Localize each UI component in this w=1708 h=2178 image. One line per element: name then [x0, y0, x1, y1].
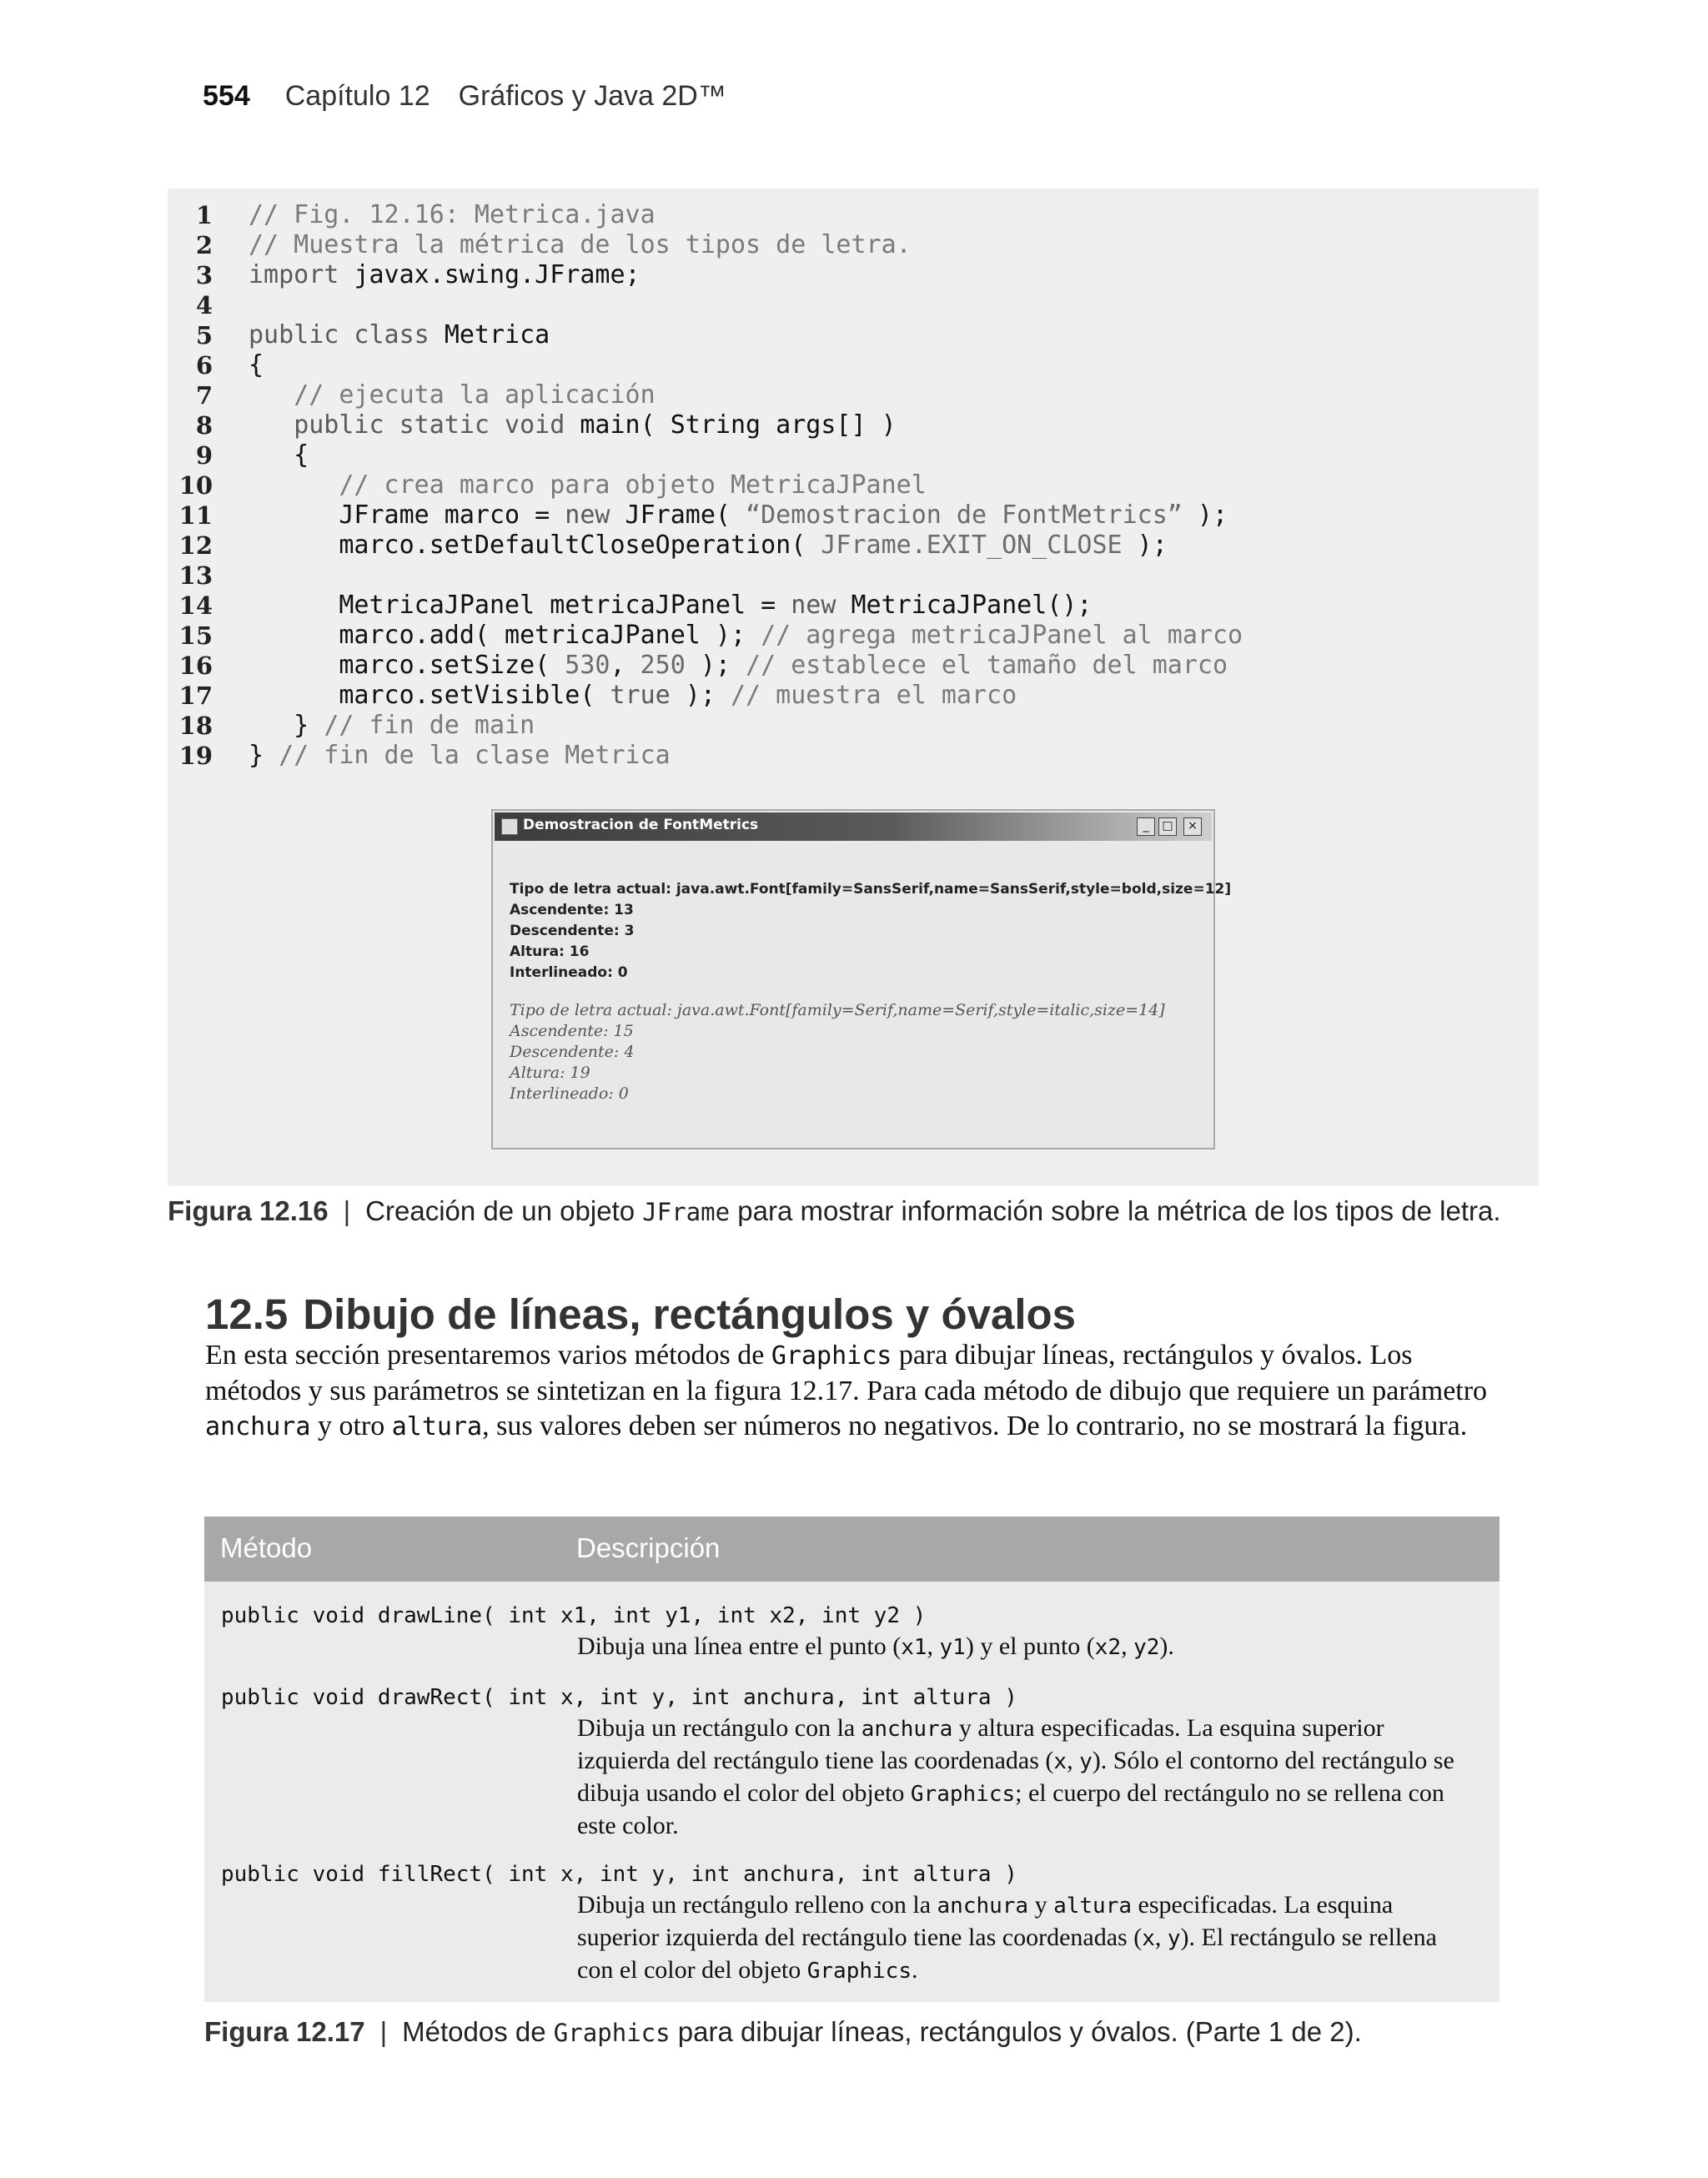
column-header-method: Método [220, 1532, 313, 1563]
code-keyword: public class [249, 320, 445, 350]
code-text: MetricaJPanel(); [851, 591, 1093, 620]
code-line [168, 470, 1539, 500]
text-run: , sus valores deben ser números no negativos. De lo contrario, no se mostrará la figura. [482, 1411, 1468, 1441]
inline-code: anchura [937, 1894, 1029, 1919]
code-keyword: public static void [294, 410, 580, 440]
inline-code: y [1079, 1749, 1093, 1774]
line-number: 9 [195, 441, 213, 470]
caption-code: Graphics [553, 2019, 671, 2047]
code-line [168, 410, 1539, 440]
code-text [249, 410, 294, 440]
code-text: ); [1182, 500, 1228, 530]
text-run: , [927, 1632, 940, 1660]
code-line [168, 260, 1539, 290]
code-comment: // fin de la clase Metrica [279, 741, 671, 770]
text-run: En esta sección presentaremos varios métodos de [205, 1340, 771, 1371]
method-signature: public void fillRect( int x, int y, int anchura, int altura ) [221, 1862, 1017, 1887]
line-number: 15 [178, 621, 213, 650]
code-content [249, 260, 640, 290]
line-number: 18 [178, 712, 213, 740]
code-text: MetricaJPanel metricaJPanel = [249, 591, 791, 620]
code-number: 530 [565, 651, 610, 680]
code-line [168, 380, 1539, 410]
code-content [249, 741, 671, 771]
chapter-label: Capítulo 12 [284, 80, 430, 112]
page-number: 554 [203, 80, 250, 112]
code-content [249, 591, 1092, 621]
italic-font-metrics [510, 1000, 1202, 1104]
method-signature: public void drawRect( int x, int y, int anchura, int altura ) [221, 1685, 1017, 1710]
code-content [249, 681, 1017, 711]
metrics-line: Altura: 19 [510, 1064, 590, 1082]
text-run: y altura especificadas. La esquina superior izquierda del rectángulo tiene las coordenadas ( [577, 1714, 1384, 1774]
metrics-line: Descendente: 3 [510, 923, 635, 939]
window-content [510, 879, 1232, 1104]
method-signature: public void drawLine( int x1, int y1, int x2, int y2 ) [221, 1603, 927, 1628]
maximize-icon[interactable]: □ [1158, 817, 1177, 836]
code-text: } [249, 741, 279, 770]
section-paragraph [205, 1338, 1506, 1445]
metrics-line: Interlineado: 0 [510, 964, 628, 981]
inline-code: y [1167, 1926, 1181, 1951]
code-literal: JFrame.EXIT_ON_CLOSE [821, 531, 1123, 560]
caption-code: JFrame [642, 1198, 731, 1226]
caption-separator: | [343, 1195, 351, 1226]
minimize-icon[interactable]: _ [1137, 817, 1155, 836]
code-content [249, 440, 309, 470]
line-number: 19 [178, 742, 213, 770]
text-run: Dibuja una línea entre el punto ( [577, 1632, 902, 1660]
code-text: ); [1122, 531, 1168, 560]
inline-code: y1 [939, 1635, 966, 1660]
code-text [249, 380, 294, 410]
code-keyword: new [791, 591, 851, 620]
method-description [577, 1889, 1469, 1987]
bold-font-metrics [510, 879, 1232, 983]
text-run: ; el cuerpo del rectángulo no se rellena con este color. [577, 1779, 1444, 1839]
method-description [577, 1713, 1469, 1842]
metrics-line: Ascendente: 15 [510, 1022, 634, 1040]
code-line [168, 681, 1539, 711]
code-content [249, 230, 912, 260]
close-icon[interactable]: × [1183, 817, 1202, 836]
code-text: , [610, 651, 640, 680]
section-title: Dibujo de líneas, rectángulos y óvalos [303, 1290, 1077, 1338]
text-run: . [911, 1956, 918, 1984]
code-literal: “Demostracion de FontMetrics” [746, 500, 1183, 530]
code-keyword: new [565, 500, 625, 530]
code-text: marco.setSize( [249, 651, 565, 680]
code-line [168, 621, 1539, 651]
code-keyword: true [610, 681, 671, 710]
text-run: Dibuja un rectángulo relleno con la [577, 1891, 937, 1919]
caption-text-pre: Métodos de [402, 2016, 554, 2047]
line-number: 2 [195, 231, 213, 259]
code-content [249, 470, 927, 500]
code-comment: // Fig. 12.16: Metrica.java [249, 200, 656, 229]
text-run: ). [1159, 1632, 1174, 1660]
code-line [168, 320, 1539, 350]
inline-code: x1 [901, 1635, 927, 1660]
figure-label: Figura 12.16 [168, 1195, 329, 1226]
code-line [168, 290, 1539, 320]
chapter-title: Gráficos y Java 2D™ [458, 80, 726, 112]
text-run: , [1121, 1632, 1134, 1660]
method-description [577, 1631, 1469, 1663]
running-header [203, 80, 726, 122]
code-line [168, 230, 1539, 260]
code-text: marco.setVisible( [249, 681, 610, 710]
code-line [168, 200, 1539, 230]
line-number: 10 [178, 471, 213, 500]
inline-code: Graphics [910, 1782, 1016, 1807]
inline-code: x2 [1094, 1635, 1122, 1660]
code-line [168, 531, 1539, 561]
code-line [168, 591, 1539, 621]
text-run: ). Sólo el contorno del rectángulo se dibuja usando el color del objeto [577, 1747, 1454, 1807]
code-comment: // ejecuta la aplicación [294, 380, 656, 410]
code-listing [168, 189, 1539, 1186]
line-number: 8 [195, 411, 213, 440]
line-number: 12 [178, 531, 213, 560]
code-line [168, 711, 1539, 741]
inline-code: Graphics [806, 1959, 912, 1984]
text-run: ) y el punto ( [965, 1632, 1095, 1660]
code-comment: // Muestra la métrica de los tipos de letra. [249, 230, 912, 259]
code-comment: // agrega metricaJPanel al marco [761, 621, 1243, 650]
code-number: 250 [640, 651, 686, 680]
figure-label: Figura 12.17 [204, 2016, 365, 2047]
window-title: Demostracion de FontMetrics [523, 817, 759, 833]
inline-code: anchura [205, 1412, 311, 1441]
line-number: 17 [178, 682, 213, 710]
caption-text-post: para mostrar información sobre la métrica de los tipos de letra. [730, 1195, 1501, 1226]
text-run: especificadas. La esquina superior izquierda del rectángulo tiene las coordenadas ( [577, 1891, 1394, 1951]
metrics-line: Tipo de letra actual: java.awt.Font[family=SansSerif,name=SansSerif,style=bold,size=12] [510, 881, 1232, 898]
line-number: 5 [195, 321, 213, 350]
line-number: 1 [195, 201, 213, 229]
line-number: 6 [195, 351, 213, 380]
metrics-line: Altura: 16 [510, 943, 590, 960]
code-text: marco.add( metricaJPanel ); [249, 621, 761, 650]
metrics-line: Tipo de letra actual: java.awt.Font[family=Serif,name=Serif,style=italic,size=14] [510, 1001, 1165, 1019]
figure-caption-12-17 [204, 2014, 1362, 2050]
code-comment: // muestra el marco [730, 681, 1017, 710]
inline-code: anchura [861, 1717, 953, 1742]
code-content [249, 350, 264, 380]
text-run: y [1028, 1891, 1054, 1919]
code-text: { [249, 440, 309, 470]
line-number: 11 [178, 501, 213, 530]
code-comment: // establece el tamaño del marco [746, 651, 1228, 680]
code-text: Metrica [444, 320, 550, 350]
code-content [249, 500, 1228, 531]
caption-text-pre: Creación de un objeto [365, 1195, 643, 1226]
code-content [249, 711, 535, 741]
code-line [168, 500, 1539, 531]
code-line [168, 350, 1539, 380]
code-content [249, 200, 656, 230]
text-run: para dibujar líneas, rectángulos y óvalos. Los métodos y sus parámetros se sintetizan en la figura 12.17. Para cada método de dibujo que requiere un parámetro [205, 1340, 1488, 1406]
text-run: , [1067, 1747, 1080, 1774]
column-header-description: Descripción [576, 1532, 721, 1563]
inline-code: x [1142, 1926, 1155, 1951]
code-text: main( String args[] ) [580, 410, 897, 440]
code-comment: // fin de main [324, 711, 535, 740]
line-number: 3 [195, 261, 213, 289]
caption-separator: | [379, 2016, 388, 2047]
metrics-line: Interlineado: 0 [510, 1084, 629, 1103]
code-text [249, 470, 339, 500]
code-line [168, 561, 1539, 591]
caption-text-post: para dibujar líneas, rectángulos y óvalos. (Parte 1 de 2). [670, 2016, 1362, 2047]
code-text: JFrame marco = [249, 500, 565, 530]
text-run: , [1154, 1924, 1168, 1951]
inline-code: altura [391, 1412, 483, 1441]
code-line [168, 741, 1539, 771]
code-text: } [249, 711, 324, 740]
program-window-screenshot [491, 809, 1232, 1149]
text-run: y otro [310, 1411, 392, 1441]
line-number: 4 [195, 291, 213, 319]
inline-code: altura [1053, 1894, 1133, 1919]
section-heading [205, 1290, 1076, 1340]
metrics-line: Ascendente: 13 [510, 902, 634, 918]
text-run: Dibuja un rectángulo con la [577, 1714, 862, 1742]
line-number: 14 [178, 591, 213, 620]
line-number: 16 [178, 651, 213, 680]
code-content [249, 621, 1243, 651]
code-line [168, 651, 1539, 681]
window-title-bar [495, 812, 1212, 841]
inline-code: Graphics [771, 1341, 892, 1371]
java-app-icon [501, 818, 518, 835]
text-run: ). El rectángulo se rellena con el color del objeto [577, 1924, 1437, 1984]
figure-caption-12-16 [168, 1193, 1501, 1230]
code-comment: // crea marco para objeto MetricaJPanel [339, 470, 927, 500]
line-number: 13 [178, 561, 213, 590]
line-number: 7 [195, 381, 213, 410]
code-content [249, 651, 1228, 681]
inline-code: x [1053, 1749, 1068, 1774]
inline-code: y2 [1133, 1635, 1160, 1660]
code-text: { [249, 350, 264, 380]
code-content [249, 380, 656, 410]
section-number: 12.5 [205, 1290, 289, 1338]
code-text: ); [685, 651, 746, 680]
code-keyword: import [249, 260, 354, 289]
methods-table [204, 1517, 1500, 2002]
table-header [204, 1517, 1500, 1582]
code-content [249, 320, 550, 350]
code-content [249, 410, 897, 440]
code-content [249, 531, 1168, 561]
code-text: marco.setDefaultCloseOperation( [249, 531, 821, 560]
code-text: javax.swing.JFrame; [354, 260, 640, 289]
code-line [168, 440, 1539, 470]
code-text: JFrame( [625, 500, 746, 530]
metrics-line: Descendente: 4 [510, 1043, 635, 1061]
code-text: ); [670, 681, 731, 710]
